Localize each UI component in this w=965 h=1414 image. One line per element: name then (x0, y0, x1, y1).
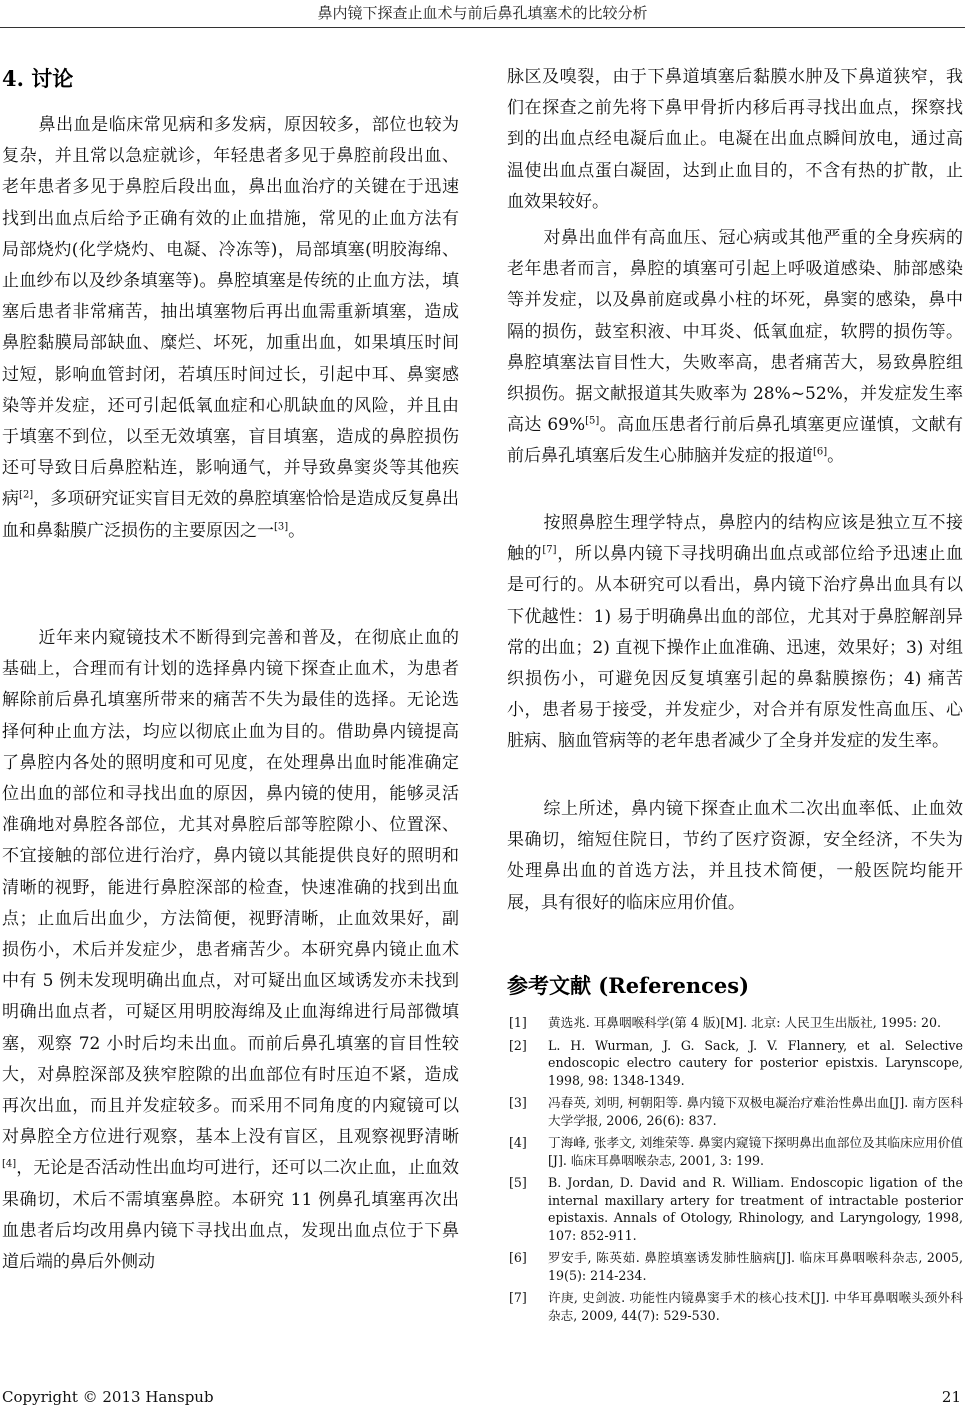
body-paragraph (2, 110, 459, 547)
reference-text: L. H. Wurman, J. G. Sack, J. V. Flannery, et al. Selective endoscopic electro cautery for posterior epistxis. Larynscope, 1998, 98: 1348-1349. (548, 1037, 963, 1088)
reference-text: 丁海峰, 张孝文, 刘维荣等. 鼻窦内窥镜下探明鼻出血部位及其临床应用价值[J]. 临床耳鼻咽喉杂志, 2001, 3: 199. (548, 1135, 963, 1168)
citation: [5] (585, 415, 600, 427)
reference-number: [2] (509, 1037, 527, 1053)
reference-text: 黄选兆. 耳鼻咽喉科学(第 4 版)[M]. 北京: 人民卫生出版社, 1995: 20. (548, 1015, 942, 1030)
reference-number: [1] (509, 1015, 527, 1030)
citation: [3] (274, 520, 289, 532)
paragraph-text: 按照鼻腔生理学特点，鼻腔内的结构应该是独立互不接触的 (507, 513, 963, 565)
page-number: 21 (941, 1388, 961, 1406)
reference-item (507, 1134, 963, 1169)
paragraph-text: 综上所述，鼻内镜下探查止血术二次出血率低、止血效果确切，缩短住院日，节约了医疗资源，安全经济，不失为处理鼻出血的首选方法，并且技术简便，一般医院均能开展，具有很好的临床应用价值。 (507, 799, 963, 913)
reference-number: [5] (509, 1175, 527, 1190)
header-rule (0, 27, 965, 28)
citation: [2] (19, 489, 34, 501)
reference-item (507, 1174, 963, 1244)
body-paragraph (507, 794, 963, 919)
copyright-text: Copyright © 2013 Hanspub (2, 1388, 214, 1406)
reference-item (507, 1037, 963, 1090)
reference-number: [6] (509, 1250, 527, 1265)
reference-text: B. Jordan, D. David and R. William. Endoscopic ligation of the internal maxillary artery for treatment of intractable posterior epistaxis. Annals of Otology, Rhinology, and Laryngology, 1998, 107: 852-911. (548, 1175, 963, 1243)
paragraph-text: 。 (827, 446, 845, 467)
reference-number: [3] (509, 1095, 527, 1110)
reference-number: [7] (509, 1290, 527, 1305)
running-head: 鼻内镜下探查止血术与前后鼻孔填塞术的比较分析 (317, 4, 648, 22)
paragraph-text: ，无论是否活动性出血均可进行，还可以二次止血，止血效果确切，术后不需填塞鼻腔。本研究 11 例鼻孔填塞再次出血患者后均改用鼻内镜下寻找出血点，发现出血点位于下鼻道后端的鼻后外侧动 (2, 1158, 459, 1273)
paragraph-text: 。高血压患者行前后鼻孔填塞更应谨慎，文献有前后鼻孔填塞后发生心肺脑并发症的报道 (507, 415, 963, 467)
reference-item (507, 1094, 963, 1129)
reference-text: 罗安手, 陈英茹. 鼻腔填塞诱发肺性脑病[J]. 临床耳鼻咽喉科杂志, 2005, 19(5): 214-234. (548, 1250, 963, 1283)
page-footer (0, 1388, 965, 1408)
citation: [7] (542, 544, 557, 556)
paragraph-text: ，多项研究证实盲目无效的鼻腔填塞恰恰是造成反复鼻出血和鼻黏膜广泛损伤的主要原因之一 (2, 489, 460, 541)
reference-text: 冯春英, 刘明, 柯朝阳等. 鼻内镜下双极电凝治疗难治性鼻出血[J]. 南方医科大学学报, 2006, 26(6): 837. (548, 1095, 963, 1128)
reference-list (507, 1014, 963, 1329)
body-paragraph (507, 223, 963, 473)
paragraph-text: 。 (288, 520, 306, 541)
references-title: 参考文献 (References) (507, 973, 750, 998)
reference-text: 许庚, 史剑波. 功能性内镜鼻窦手术的核心技术[J]. 中华耳鼻咽喉头颈外科杂志, 2009, 44(7): 529-530. (548, 1290, 963, 1323)
paragraph-text: ，所以鼻内镜下寻找明确出血点或部位给予迅速止血是可行的。从本研究可以看出，鼻内镜下治疗鼻出血具有以下优越性：1) 易于明确鼻出血的部位，尤其对于鼻腔解剖异常的出血；2) 直视下操作止血准确、迅速，效果好；3) 对组织损伤小，可避免因反复填塞引起的鼻黏膜擦伤；4) 痛苦小，患者易于接受，并发症少，对合并有原发性高血压、心脏病、脑血管病等的老年患者减少了全身并发症的发生率。 (507, 544, 964, 752)
paragraph-text: 脉区及嗅裂，由于下鼻道填塞后黏膜水肿及下鼻道狭窄，我们在探查之前先将下鼻甲骨折内移后再寻找出血点，探察找到的出血点经电凝后血止。电凝在出血点瞬间放电，通过高温使出血点蛋白凝固，达到止血目的，不含有热的扩散，止血效果较好。 (507, 67, 963, 212)
reference-item (507, 1289, 963, 1324)
paragraph-text: 对鼻出血伴有高血压、冠心病或其他严重的全身疾病的老年患者而言，鼻腔的填塞可引起上呼吸道感染、肺部感染等并发症，以及鼻前庭或鼻小柱的坏死，鼻窦的感染，鼻中隔的损伤，鼓室积液、中耳炎、低氧血症，软腭的损伤等。鼻腔填塞法盲目性大，失败率高，患者痛苦大，易致鼻腔组织损伤。据文献报道其失败率为 28%~52%，并发症发生率高达 69% (507, 228, 963, 436)
paragraph-text: 近年来内窥镜技术不断得到完善和普及，在彻底止血的基础上，合理而有计划的选择鼻内镜下探查止血术，为患者解除前后鼻孔填塞所带来的痛苦不失为最佳的选择。无论选择何种止血方法，均应以彻底止血为目的。借助鼻内镜提高了鼻腔内各处的照明度和可见度，在处理鼻出血时能准确定位出血的部位和寻找出血的原因，鼻内镜的使用，能够灵活准确地对鼻腔各部位，尤其对鼻腔后部等腔隙小、位置深、不宜接触的部位进行治疗，鼻内镜以其能提供良好的照明和清晰的视野，能进行鼻腔深部的检查，快速准确的找到出血点；止血后出血少，方法简便，视野清晰，止血效果好，副损伤小，术后并发症少，患者痛苦少。本研究鼻内镜止血术中有 5 例未发现明确出血点，对可疑出血区域诱发亦未找到明确出血点者，可疑区用明胶海绵及止血海绵进行局部微填塞，观察 72 小时后均未出血。而前后鼻孔填塞的盲目性较大，对鼻腔深部及狭窄腔隙的出血部位有时压迫不紧，造成再次出血，而且并发症较多。而采用不同角度的内窥镜可以对鼻腔全方位进行观察，基本上没有盲区，且观察视野清晰 (2, 628, 459, 1148)
paragraph-text: 鼻出血是临床常见病和多发病，原因较多，部位也较为复杂，并且常以急症就诊，年轻患者多见于鼻腔前段出血、老年患者多见于鼻腔后段出血，鼻出血治疗的关键在于迅速找到出血点后给予正确有效的止血措施，常见的止血方法有局部烧灼(化学烧灼、电凝、冷冻等)，局部填塞(明胶海绵、止血纱布以及纱条填塞等)。鼻腔填塞是传统的止血方法，填塞后患者非常痛苦，抽出填塞物后再出血需重新填塞，造成鼻腔黏膜局部缺血、糜烂、坏死，加重出血，如果填压时间过短，影响血管封闭，若填压时间过长，引起中耳、鼻窦感染等并发症，还可引起低氧血症和心肌缺血的风险，并且由于填塞不到位，以至无效填塞，盲目填塞，造成的鼻腔损伤还可导致日后鼻腔粘连，影响通气，并导致鼻窦炎等其他疾病 (2, 115, 459, 510)
section-title: 4. 讨论 (2, 66, 74, 91)
body-paragraph (2, 623, 459, 1278)
citation: [4] (2, 1158, 17, 1170)
reference-item (507, 1249, 963, 1284)
reference-number: [4] (509, 1135, 527, 1150)
reference-item (507, 1014, 963, 1032)
citation: [6] (813, 446, 828, 458)
body-paragraph (507, 62, 963, 218)
body-paragraph (507, 508, 963, 758)
